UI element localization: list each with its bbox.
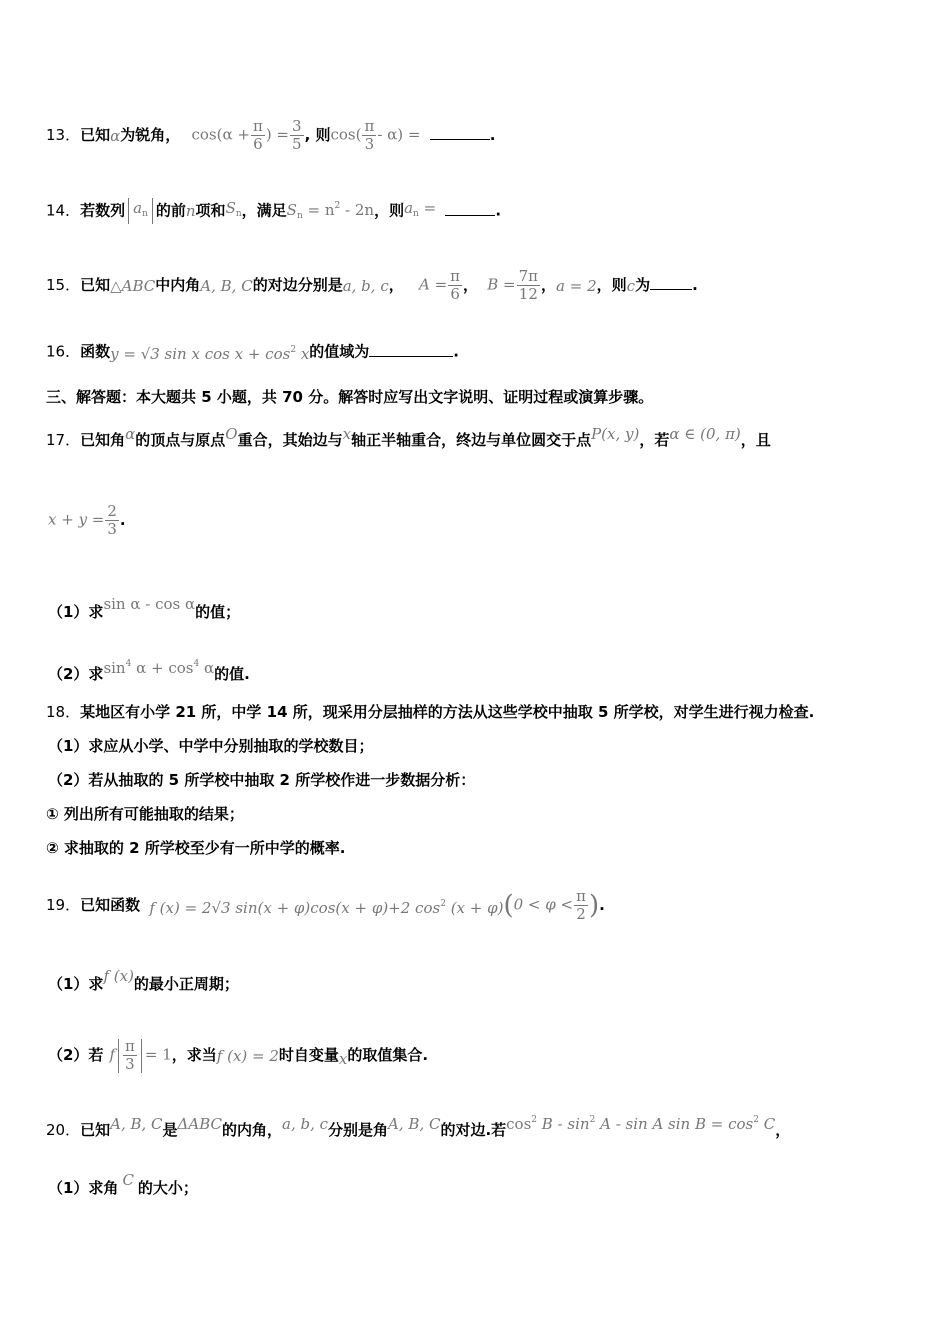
question-19: 19．已知函数 f (x) = 2√3 sin(x + φ)cos(x + φ)+2 $\cos^2 (x + \varphi)(0 < \varphi$ < $\frac{\pi}{2}$ ). — [46, 887, 605, 923]
math-given-cos: cos(α + $\frac{\pi}{6}$ ) = $\frac{3}{5}$ — [191, 117, 302, 153]
math-triangle: △ABC — [110, 276, 156, 295]
math-origin: O — [225, 425, 238, 443]
answer-blank[interactable] — [369, 342, 453, 357]
section-header: 三、解答题：本大题共 5 小题，共 70 分。解答时应写出文字说明、证明过程或演算步骤。 — [46, 388, 654, 406]
question-number: 19． — [46, 896, 81, 914]
math-c: c — [626, 276, 636, 295]
math-f-x: f (x) — [103, 967, 134, 985]
math-expression: $\sin^4 \alpha + \cos^4 \alpha$ — [103, 659, 215, 677]
math-x: x — [342, 425, 352, 443]
question-17: 17．已知角α的顶点与原点O重合，其始边与x轴正半轴重合，终边与单位圆交于点P(x, y)，若α ∈ (0, π)，且 — [46, 425, 771, 449]
math-target-cos: cos( $\frac{\pi}{3}$ - α) = — [330, 117, 421, 153]
math-triangle: ΔABC — [177, 1115, 222, 1133]
question-16: 16．函数y = √3 sin x $\cos x + \cos^2 x$的值域为 . — [46, 340, 930, 364]
math-angles: A, B, C — [200, 276, 253, 295]
question-18-part-2a: ① 列出所有可能抽取的结果； — [46, 805, 244, 823]
question-17-condition: x + y = $\frac{2}{3}$ . — [48, 502, 126, 538]
question-18: 18．某地区有小学 21 所，中学 14 所，现采用分层抽样的方法从这些学校中抽取 5 所学校，对学生进行视力检查. — [46, 703, 815, 721]
question-number: 18． — [46, 703, 81, 721]
paren-left: ( — [503, 890, 514, 921]
math-C: C — [122, 1171, 134, 1189]
math-range: α ∈ (0, π) — [669, 425, 741, 443]
question-17-part-2: （2）求$\sin^4 \alpha + \cos^4 \alpha$的值. — [48, 654, 930, 684]
question-number: 17． — [46, 431, 81, 449]
math-point-P: P(x, y) — [591, 425, 640, 443]
question-18-part-2: （2）若从抽取的 5 所学校中抽取 2 所学校作进一步数据分析： — [48, 771, 476, 789]
math-expression: sin α - cos α — [103, 595, 196, 613]
math-alpha: α — [110, 126, 121, 145]
math-S: $S_n$ — [225, 199, 242, 219]
math-condition: x + y = $\frac{2}{3}$ — [48, 502, 117, 538]
math-sum-formula: $S_n = n^2 - 2n$ — [286, 201, 375, 221]
math-f-pi-over-3: f $\frac{\pi}{3}$ = 1 — [109, 1037, 172, 1073]
math-angles: A, B, C — [110, 1115, 163, 1133]
question-17-part-1: （1）求sin α - cos α的值； — [48, 595, 241, 621]
answer-blank[interactable] — [650, 275, 692, 290]
math-x: x — [338, 1050, 348, 1068]
question-13: 13．已知α为锐角， cos(α + $\frac{\pi}{6}$ ) = $\frac{3}{5}$ , 则cos( $\frac{\pi}{3}$ - α) = . — [46, 117, 496, 153]
math-condition: $\cos^2 B - \sin^2 A$ - sin A $\sin B = \cos^2 C$ — [506, 1115, 776, 1133]
math-phi-range: 0 < φ < $\frac{\pi}{2}$ — [513, 887, 586, 923]
math-function: f (x) = 2√3 sin(x + φ)cos(x + φ)+2 $\cos^2 (x + \varphi)$ — [149, 898, 504, 917]
question-number: 20． — [46, 1121, 81, 1139]
math-sequence: $a_n$ — [128, 198, 153, 224]
question-14: 14．若数列 $a_n$ 的前n项和$S_n$，满足$S_n = n^2 - 2n$，则$a_n$ = . — [46, 196, 930, 226]
math-n: n — [185, 202, 196, 220]
answer-blank[interactable] — [445, 201, 495, 216]
math-sides: a, b, c — [342, 276, 389, 295]
math-angle-B: B = $\frac{7\pi}{12}$ — [487, 267, 539, 303]
question-20: 20．已知A, B, C是ΔABC的内角，a, b, c分别是角A, B, C的对边.若$\cos^2 B - \sin^2 A$ - sin A $\sin B = \cos^2 C$， — [46, 1110, 930, 1140]
question-number: 16． — [46, 342, 81, 361]
question-20-part-1: （1）求角 C 的大小； — [48, 1171, 198, 1197]
question-18-part-2b: ② 求抽取的 2 所学校至少有一所中学的概率. — [46, 839, 346, 857]
question-number: 15． — [46, 276, 81, 294]
math-sides: a, b, c — [282, 1115, 329, 1133]
math-function: y = √3 sin x $\cos x + \cos^2 x$ — [110, 345, 310, 363]
math-angles-2: A, B, C — [388, 1115, 441, 1133]
question-number: 14． — [46, 201, 81, 220]
question-19-part-2: （2）若 f $\frac{\pi}{3}$ = 1，求当f (x) = 2时自变量x的取值集合. — [48, 1037, 429, 1073]
paren-right: ) — [588, 890, 600, 921]
question-18-part-1: （1）求应从小学、中学中分别抽取的学校数目； — [48, 737, 374, 755]
math-angle-A: A = $\frac{\pi}{6}$ — [418, 267, 461, 303]
math-an: $a_n$ = — [404, 199, 437, 219]
question-15: 15．已知△ABC中内角A, B, C的对边分别是a, b, c， A = $\frac{\pi}{6}$ ， B = $\frac{7\pi}{12}$ ，a = 2，则c为 . — [46, 267, 698, 303]
math-f-equals-2: f (x) = 2 — [216, 1046, 279, 1065]
math-alpha: α — [125, 425, 136, 443]
question-number: 13． — [46, 126, 81, 144]
question-19-part-1: （1）求f (x)的最小正周期； — [48, 967, 239, 993]
answer-blank[interactable] — [430, 125, 490, 140]
math-side-a: a = 2 — [556, 276, 597, 295]
